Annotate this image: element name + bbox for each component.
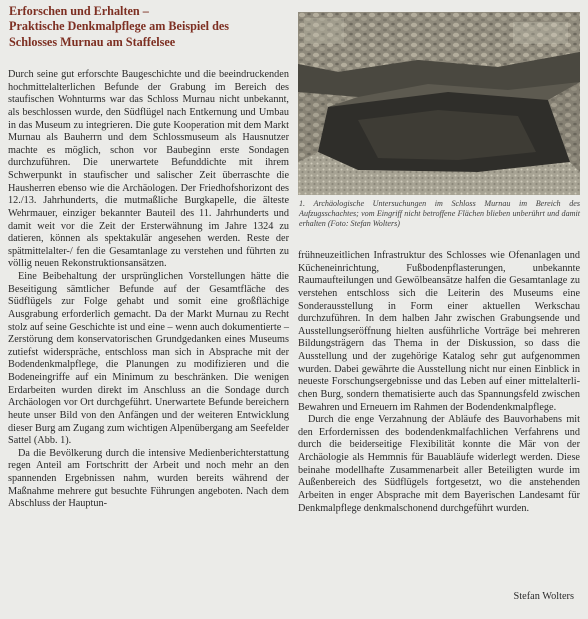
- excavation-photo-graphic: [298, 12, 580, 195]
- right-column: [298, 250, 580, 515]
- paragraph-1: Durch seine gut erforschte Baugeschichte und die beeindruckenden hochmittelalterlichen Befunde der Grabung im Bereich des staufischen Wohnturms war das Schloss Murnau nicht unbekannt, als beschlossen wurde, den Südflügel nach Entkernung und Umbau in das Museum zu integrieren. Die gute Kooperation mit dem Markt Murnau als Bauherrn und dem Schlossmuseum als Hausnutzer machte es möglich, schon vor Baubeginn erste Sondagen durchzuführen. Die unerwartete Befunddichte mit ihrem Schwerpunkt in staufischer und salischer Zeit überraschte die Hausherren ebenso wie die Archäologen. Der Friedhofshorizont des 12./13. Jahrhunderts, die mutmaßliche Burgkapelle, die älteste Wehrmauer, einziger bekannter Bauteil des 11. Jahrhunderts und damit weit vor die Zeit der Ersterwähnung im Jahre 1324 zu datieren, können als spektakulär angesehen werden. Reste der spätmittelalter-/ fen die Gesamtanlage zu verstehen und führten zu völlig neuen Rekonstruktionsansätzen.: [8, 69, 289, 270]
- author-signature: Stefan Wolters: [513, 591, 574, 602]
- paragraph-2: Eine Beibehaltung der ursprünglichen Vorstellungen hätte die Beseitigung sämtlicher Befunde auf der Gesamtfläche des Südflügels zur Folge gehabt und somit eine großflächige Ausgrabung erforderlich gemacht. Da der Markt Murnau zu Recht stolz auf seine Geschichte ist und eine – wenn auch dokumentierte – Zerstörung dem konservatorischen Grundgedanken eines Museums zutiefst widerspräche, entschloss man sich in Absprache mit der Bodendenkmalpflege, die Planungen zu modifizieren und die Bodeneingriffe auf ein Minimum zu beschränken. Die wenigen Erdarbeiten wurden direkt im Anschluss an die Sondage durch Archäologen vor Ort durchgeführt. Unerwartete Befunde bereichern heute unser Bild von den Anfängen und der weiteren Entwicklung dieser Burg am Zugang zum wichtigen Alpenübergang am Seefelder Sattel (Abb. 1).: [8, 271, 289, 447]
- paragraph-4: frühneuzeitlichen Infrastruktur des Schlosses wie Ofenanlagen und Kücheneinrichtung, Fußbodenpflasterungen, unbekannte Raumaufteilungen und Gewölbeansätze halfen die Gesamtanlage zu verstehen entschloss sich die Leiterin des Museums eine Sonderausstellung in Form einer aktuellen Werkschau durchzuführen. In dem halben Jahr zwischen Grabungsende und Ausstellungseröffnung hielten ausführliche Vorträge bei mehreren Bildungsträgern das Thema in der Diskussion, so dass die Ausstellung und der zugehörige Katalog sehr gut aufgenommen wurden. Dabei gewährte die Ausstellung nicht nur einen Einblick in neueste Forschungsergebnisse und das Leben auf einer mittelalterlichen Burg, sondern thematisierte auch das Spannungsfeld zwischen Bewahren und Erneuern im Rahmen der Bodendenkmalpflege.: [298, 250, 580, 413]
- excavation-photo: [298, 12, 580, 195]
- photo-caption: 1. Archäologische Untersuchungen im Schloss Murnau im Bereich des Aufzugsschachtes; vom Eingriff nicht betroffene Flächen blieben unberührt und damit erhalten (Foto: Stefan Wolters): [299, 199, 580, 229]
- title-line-1: Erforschen und Erhalten –: [9, 4, 149, 18]
- title-line-2: Praktische Denkmalpflege am Beispiel des: [9, 19, 230, 34]
- title-line-3: Schlosses Murnau am Staffelsee: [9, 34, 176, 49]
- paragraph-5: Durch die enge Verzahnung der Abläufe des Bauvorhabens mit den Erfordernissen des bodendenkmalfachlichen Verfahrens und durch die beiderseitige Flexibilität konnte die Mär von der Archäologie als Hemmnis für Bauabläufe widerlegt werden. Diese beinahe modellhafte Zusammenarbeit aller Beteiligten wurde im Außenbereich des Südflügels fortgesetzt, wo die anstehenden Arbeiten in enger Absprache mit dem Bayerischen Landesamt für Denkmalpflege denkmalschonend durchgeführt wurden.: [298, 414, 580, 514]
- paragraph-3: Da die Bevölkerung durch die intensive Medienberichterstattung regen Anteil am Fortschritt der Arbeit und noch mehr an den spannenden Ergebnissen nahm, wurden bereits während der Maßnahme mehrere gut besuchte Führungen angeboten. Nach dem Abschluss der Hauptun-: [8, 447, 289, 510]
- left-column: [8, 69, 289, 511]
- article-title: [9, 4, 284, 50]
